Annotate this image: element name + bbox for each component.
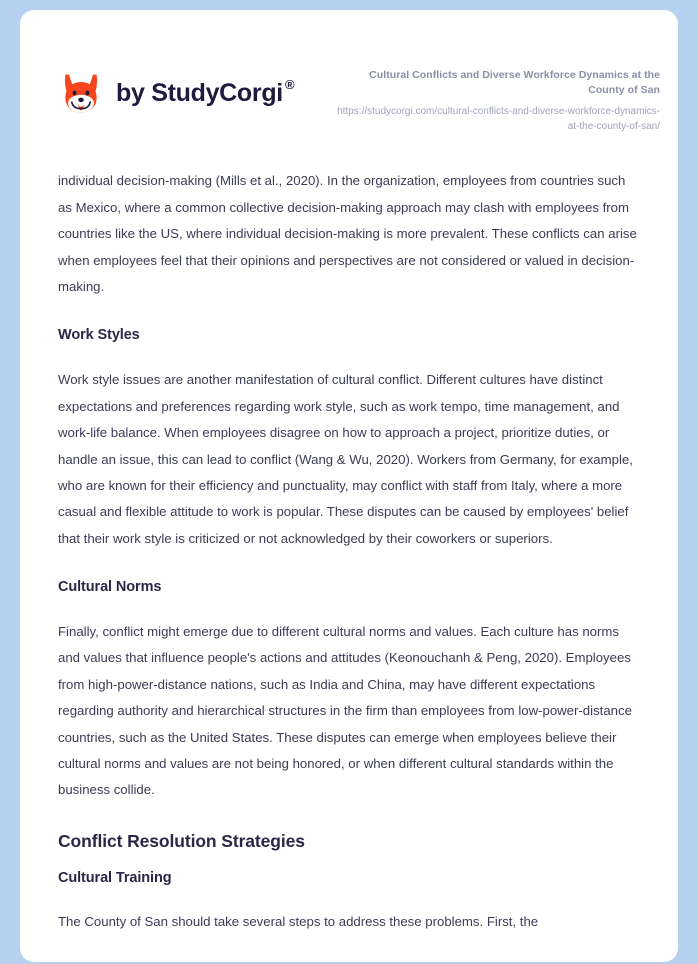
brand-logo-group <box>58 62 294 116</box>
document-header <box>20 10 678 134</box>
document-page-card <box>20 10 678 962</box>
corgi-face-logo-icon <box>58 70 104 116</box>
heading-cultural-training: Cultural Training <box>58 869 172 886</box>
heading-cultural-norms: Cultural Norms <box>58 579 162 596</box>
heading-work-styles: Work Styles <box>58 327 140 344</box>
brand-wordmark-text: by StudyCorgi <box>116 78 283 107</box>
registered-trademark-icon: ® <box>284 76 295 92</box>
paragraph-cultural-norms: Finally, conflict might emerge due to different cultural norms and values. Each culture has norms and values that influence people's actions and attitudes (Keonouchanh & Peng, 2020). Employees from high-power-distance nations, such as India and China, may have different expectations regarding authority and hierarchical structures in the firm than employees from low-power-distance countries, such as the United States. These disputes can emerge when employees believe their cultural norms and values are not being honored, or when different cultural standards within the business collide. <box>58 624 632 798</box>
document-title: Cultural Conflicts and Diverse Workforce Dynamics at the County of San <box>369 69 660 97</box>
brand-wordmark <box>116 76 295 107</box>
document-source-url[interactable]: https://studycorgi.com/cultural-conflicts-and-diverse-workforce-dynamics-at-the-county-of-san/ <box>337 106 660 133</box>
header-meta <box>330 62 660 134</box>
paragraph-intro: individual decision-making (Mills et al., 2020). In the organization, employees from countries such as Mexico, where a common collective decision-making approach may clash with employees from countries like the US, where individual decision-making is more prevalent. These conflicts can arise when employees feel that their opinions and perspectives are not considered or valued in decision-making. <box>58 173 637 295</box>
paragraph-cultural-training: The County of San should take several steps to address these problems. First, the <box>58 914 539 930</box>
heading-conflict-resolution-strategies: Conflict Resolution Strategies <box>58 830 305 851</box>
paragraph-work-styles: Work style issues are another manifestation of cultural conflict. Different cultures have distinct expectations and preferences regarding work style, such as work tempo, time management, and work-life balance. When employees disagree on how to approach a project, prioritize duties, or handle an issue, this can lead to conflict (Wang & Wu, 2020). Workers from Germany, for example, who are known for their efficiency and punctuality, may conflict with staff from Italy, where a more casual and flexible attitude to work is popular. These disputes can be caused by employees' belief that their work style is criticized or not acknowledged by their coworkers or superiors. <box>58 372 633 546</box>
document-body <box>20 168 678 935</box>
